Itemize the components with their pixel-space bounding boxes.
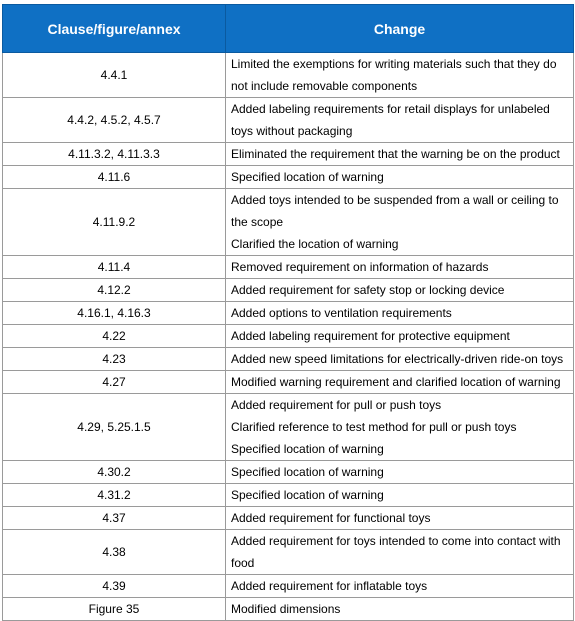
change-text: Specified location of warning bbox=[231, 170, 384, 184]
change-cell bbox=[226, 530, 574, 575]
table-row bbox=[3, 394, 574, 461]
table-row bbox=[3, 325, 574, 348]
change-text: Modified warning requirement and clarified location of warning bbox=[231, 375, 561, 389]
change-text: Added new speed limitations for electrically-driven ride-on toys bbox=[231, 352, 564, 366]
change-text: Added requirement for safety stop or locking device bbox=[231, 283, 505, 297]
clause-cell: 4.4.1 bbox=[3, 53, 226, 98]
change-cell bbox=[226, 348, 574, 371]
clause-cell: 4.27 bbox=[3, 371, 226, 394]
table-row bbox=[3, 98, 574, 143]
clause-cell: 4.11.4 bbox=[3, 256, 226, 279]
header-row bbox=[3, 5, 574, 53]
table-row bbox=[3, 461, 574, 484]
change-cell bbox=[226, 484, 574, 507]
change-text: Added labeling requirement for protective equipment bbox=[231, 329, 510, 343]
change-text: Added labeling requirements for retail displays for unlabeled toys without packaging bbox=[231, 102, 550, 138]
clause-cell: 4.22 bbox=[3, 325, 226, 348]
table-header bbox=[3, 5, 574, 53]
change-text: Modified dimensions bbox=[231, 602, 341, 616]
table-row bbox=[3, 279, 574, 302]
change-text: Specified location of warning bbox=[231, 488, 384, 502]
change-text: Specified location of warning bbox=[231, 442, 384, 456]
change-text: Clarified reference to test method for pull or push toys bbox=[231, 420, 517, 434]
table-body bbox=[3, 53, 574, 621]
change-text: Eliminated the requirement that the warning be on the product bbox=[231, 147, 560, 161]
clause-cell: 4.23 bbox=[3, 348, 226, 371]
clause-cell: Figure 35 bbox=[3, 598, 226, 621]
clause-cell: 4.29, 5.25.1.5 bbox=[3, 394, 226, 461]
table-row bbox=[3, 348, 574, 371]
change-cell bbox=[226, 166, 574, 189]
clause-cell: 4.37 bbox=[3, 507, 226, 530]
change-text: Added requirement for functional toys bbox=[231, 511, 431, 525]
clause-cell: 4.4.2, 4.5.2, 4.5.7 bbox=[3, 98, 226, 143]
change-cell bbox=[226, 302, 574, 325]
change-cell bbox=[226, 279, 574, 302]
table-row bbox=[3, 371, 574, 394]
changes-table bbox=[2, 4, 574, 621]
change-cell bbox=[226, 98, 574, 143]
clause-cell: 4.30.2 bbox=[3, 461, 226, 484]
change-cell bbox=[226, 371, 574, 394]
table-row bbox=[3, 166, 574, 189]
clause-cell: 4.11.6 bbox=[3, 166, 226, 189]
clause-cell: 4.31.2 bbox=[3, 484, 226, 507]
table-row bbox=[3, 530, 574, 575]
table-row bbox=[3, 507, 574, 530]
table-row bbox=[3, 189, 574, 256]
clause-cell: 4.38 bbox=[3, 530, 226, 575]
clause-cell: 4.12.2 bbox=[3, 279, 226, 302]
clause-cell: 4.11.3.2, 4.11.3.3 bbox=[3, 143, 226, 166]
table-row bbox=[3, 598, 574, 621]
change-text: Added requirement for inflatable toys bbox=[231, 579, 428, 593]
change-text: Added requirement for pull or push toys bbox=[231, 398, 442, 412]
change-cell bbox=[226, 461, 574, 484]
change-text: Added requirement for toys intended to come into contact with food bbox=[231, 534, 561, 570]
table-row bbox=[3, 484, 574, 507]
change-cell bbox=[226, 507, 574, 530]
table-row bbox=[3, 302, 574, 325]
change-text: Clarified the location of warning bbox=[231, 237, 399, 251]
change-cell bbox=[226, 394, 574, 461]
change-cell bbox=[226, 598, 574, 621]
change-cell bbox=[226, 256, 574, 279]
change-cell bbox=[226, 53, 574, 98]
change-text: Specified location of warning bbox=[231, 465, 384, 479]
table-row bbox=[3, 575, 574, 598]
table-row bbox=[3, 143, 574, 166]
change-text: Added toys intended to be suspended from a wall or ceiling to the scope bbox=[231, 193, 559, 229]
table-row bbox=[3, 256, 574, 279]
header-change: Change bbox=[226, 5, 574, 53]
change-cell bbox=[226, 189, 574, 256]
clause-cell: 4.39 bbox=[3, 575, 226, 598]
header-clause: Clause/figure/annex bbox=[3, 5, 226, 53]
change-cell bbox=[226, 143, 574, 166]
change-text: Limited the exemptions for writing materials such that they do not include removable components bbox=[231, 57, 557, 93]
change-text: Removed requirement on information of hazards bbox=[231, 260, 489, 274]
change-cell bbox=[226, 575, 574, 598]
change-cell bbox=[226, 325, 574, 348]
clause-cell: 4.16.1, 4.16.3 bbox=[3, 302, 226, 325]
clause-cell: 4.11.9.2 bbox=[3, 189, 226, 256]
table-row bbox=[3, 53, 574, 98]
change-text: Added options to ventilation requirements bbox=[231, 306, 452, 320]
